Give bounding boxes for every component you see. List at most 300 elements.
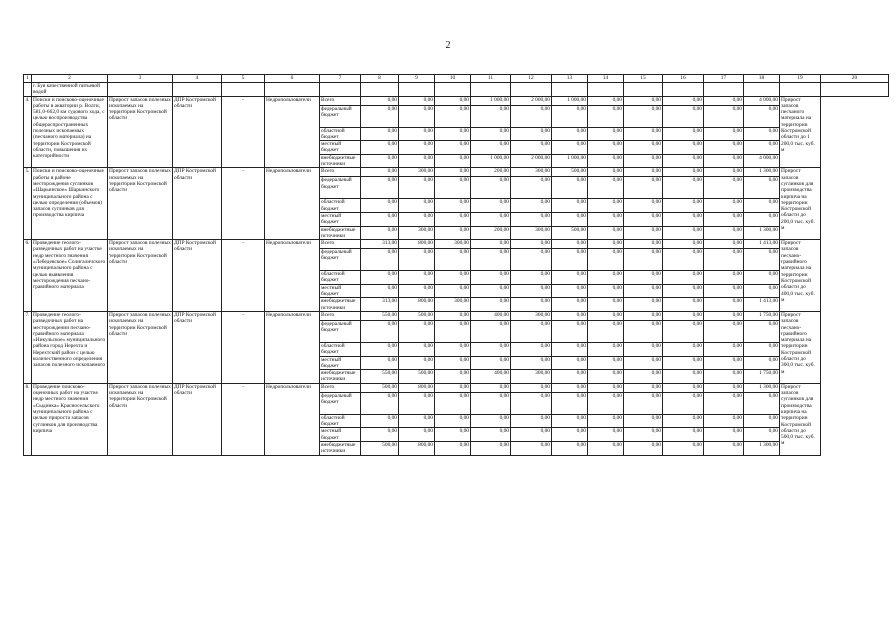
value-cell: 0,00 xyxy=(704,441,744,455)
value-cell: 0,00 xyxy=(663,441,704,455)
value-cell: 0,00 xyxy=(511,392,552,414)
value-cell: 0,00 xyxy=(471,271,511,285)
value-cell: 0,00 xyxy=(624,240,663,249)
value-cell: 0,00 xyxy=(663,154,704,168)
value-cell: 0,00 xyxy=(361,342,399,356)
value-cell: 0,00 xyxy=(511,342,552,356)
value-cell: 0,00 xyxy=(471,105,511,127)
continuation-text: г. Буя качественной питьевой водой xyxy=(32,83,108,97)
value-cell: 0,00 xyxy=(511,212,552,226)
value-cell: 400,00 xyxy=(471,370,511,384)
funding-source-label: внебюджетные источники xyxy=(320,226,361,240)
total-cell: 1 750,00 xyxy=(744,311,780,320)
total-cell: 1 300,00 xyxy=(744,383,780,392)
value-cell: 0,00 xyxy=(588,284,624,298)
value-cell: 800,00 xyxy=(399,441,435,455)
value-cell: 0,00 xyxy=(704,320,744,342)
continuation-row xyxy=(24,83,889,97)
value-cell: 0,00 xyxy=(663,370,704,384)
value-cell: 0,00 xyxy=(588,212,624,226)
value-cell: 0,00 xyxy=(624,212,663,226)
value-cell: 800,00 xyxy=(399,298,435,312)
row-effect: Прирост запасов песчаного материала на территории Костромской области до 1 200,0 тыс. куб. м xyxy=(780,96,821,168)
value-cell: 0,00 xyxy=(588,249,624,271)
value-cell: 0,00 xyxy=(624,271,663,285)
value-cell: 0,00 xyxy=(552,441,588,455)
total-cell: 4 000,00 xyxy=(744,96,780,105)
value-cell: 400,00 xyxy=(471,311,511,320)
value-cell: 0,00 xyxy=(435,284,471,298)
row-description: Поиски и поисково-оценочные работы в акватории р. Волги, 581,0-662,0 км судового хода, с целью воспроизводства общераспространенных полезных ископаемых (песчаного материала) на территории Костромской области, повышения их категорийности xyxy=(32,96,108,168)
value-cell: 0,00 xyxy=(361,177,399,199)
total-cell: 0,00 xyxy=(744,392,780,414)
value-cell: 300,00 xyxy=(399,168,435,177)
value-cell: 0,00 xyxy=(471,249,511,271)
total-cell: 1 300,00 xyxy=(744,168,780,177)
value-cell: 0,00 xyxy=(471,177,511,199)
value-cell: 0,00 xyxy=(624,284,663,298)
funding-source-label: областной бюджет xyxy=(320,199,361,213)
value-cell: 0,00 xyxy=(552,298,588,312)
value-cell: 0,00 xyxy=(704,356,744,370)
value-cell: 300,00 xyxy=(399,226,435,240)
value-cell: 0,00 xyxy=(704,428,744,442)
value-cell: 550,00 xyxy=(361,370,399,384)
value-cell: 0,00 xyxy=(435,168,471,177)
value-cell: 0,00 xyxy=(361,428,399,442)
value-cell: 0,00 xyxy=(624,226,663,240)
total-cell: 0,00 xyxy=(744,271,780,285)
value-cell: 0,00 xyxy=(552,342,588,356)
value-cell: 300,00 xyxy=(511,168,552,177)
value-cell: 0,00 xyxy=(552,199,588,213)
value-cell: 0,00 xyxy=(588,320,624,342)
value-cell: 0,00 xyxy=(361,168,399,177)
header-cell: 4 xyxy=(173,75,222,83)
funding-source-label: федеральный бюджет xyxy=(320,320,361,342)
value-cell: 0,00 xyxy=(361,392,399,414)
value-cell: 0,00 xyxy=(663,320,704,342)
value-cell: 0,00 xyxy=(624,414,663,428)
funding-source-label: Всего xyxy=(320,311,361,320)
value-cell: 0,00 xyxy=(624,383,663,392)
table-row xyxy=(24,96,889,105)
value-cell: 0,00 xyxy=(471,240,511,249)
value-cell: 0,00 xyxy=(511,356,552,370)
value-cell: 0,00 xyxy=(704,271,744,285)
value-cell: 0,00 xyxy=(663,226,704,240)
value-cell: 0,00 xyxy=(663,177,704,199)
value-cell: 500,00 xyxy=(552,226,588,240)
value-cell: 0,00 xyxy=(624,127,663,141)
total-cell: 0,00 xyxy=(744,356,780,370)
value-cell: 0,00 xyxy=(361,105,399,127)
value-cell: 0,00 xyxy=(511,240,552,249)
value-cell: 0,00 xyxy=(471,383,511,392)
value-cell: 0,00 xyxy=(588,356,624,370)
value-cell: 0,00 xyxy=(361,154,399,168)
total-cell: 0,00 xyxy=(744,428,780,442)
value-cell: 800,00 xyxy=(399,383,435,392)
row-effect: Прирост запасов песчано-гравийного материала на территории Костромской области до 400,0 тыс. куб. м xyxy=(780,240,821,312)
row-effect: Прирост запасов песчано-гравийного материала на территории Костромской области до 300,0 тыс. куб. м xyxy=(780,311,821,383)
value-cell: 0,00 xyxy=(663,428,704,442)
value-cell: 0,00 xyxy=(588,127,624,141)
value-cell: 0,00 xyxy=(399,96,435,105)
value-cell: 0,00 xyxy=(552,284,588,298)
row-responsible: ДПР Костромской области xyxy=(173,240,222,312)
value-cell: 0,00 xyxy=(361,356,399,370)
value-cell: 0,00 xyxy=(361,96,399,105)
value-cell: 0,00 xyxy=(552,370,588,384)
total-cell: 4 000,00 xyxy=(744,154,780,168)
total-cell: 0,00 xyxy=(744,177,780,199)
header-cell: 16 xyxy=(663,75,704,83)
row-responsible: ДПР Костромской области xyxy=(173,96,222,168)
row-description: Проведение поисково-оценочных работ на участке недр местного значения «Сыдинка» Красносельского муниципального района с целью прироста запасов суглинков для производства кирпича xyxy=(32,383,108,455)
row-description: Проведение геолого-разведочных работ на месторождении песчано-гравийного материала «Никульское» муниципального района город Нерехта и Нерехтский район с целью количественного определения запасов полезного ископаемого xyxy=(32,311,108,383)
value-cell: 0,00 xyxy=(399,320,435,342)
value-cell: 0,00 xyxy=(435,311,471,320)
value-cell: 0,00 xyxy=(704,342,744,356)
value-cell: 0,00 xyxy=(435,441,471,455)
total-cell: 0,00 xyxy=(744,414,780,428)
value-cell: 0,00 xyxy=(624,96,663,105)
value-cell: 300,00 xyxy=(435,298,471,312)
value-cell: 0,00 xyxy=(663,96,704,105)
total-cell: 1 300,00 xyxy=(744,441,780,455)
value-cell: 0,00 xyxy=(624,105,663,127)
funding-source-label: Всего xyxy=(320,240,361,249)
value-cell: 0,00 xyxy=(399,284,435,298)
value-cell: 300,00 xyxy=(435,240,471,249)
value-cell: 0,00 xyxy=(435,383,471,392)
header-cell: 9 xyxy=(399,75,435,83)
row-number: 5. xyxy=(24,168,32,240)
value-cell: 0,00 xyxy=(663,127,704,141)
header-cell: 18 xyxy=(744,75,780,83)
funding-source-label: местный бюджет xyxy=(320,212,361,226)
value-cell: 0,00 xyxy=(663,212,704,226)
page-number: 2 xyxy=(445,40,451,51)
value-cell: 0,00 xyxy=(588,154,624,168)
value-cell: 300,00 xyxy=(511,370,552,384)
value-cell: 0,00 xyxy=(471,320,511,342)
header-cell: 12 xyxy=(511,75,552,83)
value-cell: 0,00 xyxy=(588,298,624,312)
row-user: Недропользователи xyxy=(265,96,320,168)
value-cell: 1 000,00 xyxy=(471,96,511,105)
row-effect: Прирост запасов суглинков для производства кирпича на территории Костромской области до 200,0 тыс. куб. м xyxy=(780,168,821,240)
value-cell: 500,00 xyxy=(399,311,435,320)
value-cell: 0,00 xyxy=(624,392,663,414)
value-cell: 0,00 xyxy=(435,212,471,226)
value-cell: 0,00 xyxy=(399,199,435,213)
value-cell: 300,00 xyxy=(511,226,552,240)
row-number: 7. xyxy=(24,311,32,383)
value-cell: 0,00 xyxy=(399,392,435,414)
value-cell: 0,00 xyxy=(624,428,663,442)
row-user: Недропользователи xyxy=(265,168,320,240)
value-cell: 300,00 xyxy=(511,311,552,320)
value-cell: 0,00 xyxy=(624,249,663,271)
total-cell: 0,00 xyxy=(744,249,780,271)
value-cell: 200,00 xyxy=(471,168,511,177)
value-cell: 200,00 xyxy=(471,226,511,240)
value-cell: 0,00 xyxy=(663,271,704,285)
value-cell: 0,00 xyxy=(435,342,471,356)
value-cell: 0,00 xyxy=(361,226,399,240)
value-cell: 2 000,00 xyxy=(511,154,552,168)
value-cell: 0,00 xyxy=(399,177,435,199)
row-number: 6. xyxy=(24,240,32,312)
value-cell: 0,00 xyxy=(588,311,624,320)
funding-source-label: областной бюджет xyxy=(320,271,361,285)
funding-source-label: внебюджетные источники xyxy=(320,370,361,384)
value-cell: 0,00 xyxy=(471,414,511,428)
value-cell: 0,00 xyxy=(361,199,399,213)
value-cell: 0,00 xyxy=(588,96,624,105)
funding-source-label: областной бюджет xyxy=(320,127,361,141)
value-cell: 0,00 xyxy=(588,370,624,384)
value-cell: 0,00 xyxy=(624,356,663,370)
value-cell: 1 000,00 xyxy=(552,154,588,168)
value-cell: 0,00 xyxy=(588,441,624,455)
value-cell: 0,00 xyxy=(663,342,704,356)
value-cell: 0,00 xyxy=(471,356,511,370)
value-cell: 0,00 xyxy=(663,105,704,127)
value-cell: 0,00 xyxy=(704,298,744,312)
value-cell: 0,00 xyxy=(399,428,435,442)
value-cell: 0,00 xyxy=(435,127,471,141)
value-cell: 0,00 xyxy=(361,212,399,226)
total-cell: 1 413,00 xyxy=(744,298,780,312)
value-cell: 0,00 xyxy=(552,320,588,342)
value-cell: 0,00 xyxy=(435,154,471,168)
value-cell: 0,00 xyxy=(552,141,588,155)
value-cell: 500,00 xyxy=(361,383,399,392)
funding-source-label: местный бюджет xyxy=(320,284,361,298)
header-cell: 19 xyxy=(780,75,821,83)
value-cell: 0,00 xyxy=(663,240,704,249)
value-cell: 0,00 xyxy=(511,249,552,271)
header-cell: 20 xyxy=(821,75,889,83)
value-cell: 0,00 xyxy=(704,392,744,414)
value-cell: 0,00 xyxy=(511,428,552,442)
table-body xyxy=(24,75,889,456)
value-cell: 0,00 xyxy=(511,298,552,312)
value-cell: 0,00 xyxy=(471,199,511,213)
value-cell: 0,00 xyxy=(361,414,399,428)
value-cell: 0,00 xyxy=(435,414,471,428)
value-cell: 0,00 xyxy=(435,226,471,240)
row-responsible: ДПР Костромской области xyxy=(173,311,222,383)
value-cell: 313,00 xyxy=(361,298,399,312)
value-cell: 0,00 xyxy=(704,311,744,320)
total-cell: 0,00 xyxy=(744,212,780,226)
total-cell: 0,00 xyxy=(744,320,780,342)
header-cell: 14 xyxy=(588,75,624,83)
value-cell: 0,00 xyxy=(435,356,471,370)
value-cell: 0,00 xyxy=(399,356,435,370)
funding-source-label: местный бюджет xyxy=(320,356,361,370)
value-cell: 0,00 xyxy=(704,177,744,199)
value-cell: 0,00 xyxy=(624,168,663,177)
value-cell: 0,00 xyxy=(704,226,744,240)
value-cell: 0,00 xyxy=(361,320,399,342)
value-cell: 0,00 xyxy=(471,342,511,356)
funding-source-label: Всего xyxy=(320,168,361,177)
header-cell: 15 xyxy=(624,75,663,83)
value-cell: 0,00 xyxy=(435,392,471,414)
value-cell: 0,00 xyxy=(704,96,744,105)
row-col5: - xyxy=(222,96,265,168)
value-cell: 0,00 xyxy=(435,320,471,342)
value-cell: 500,00 xyxy=(361,441,399,455)
value-cell: 0,00 xyxy=(511,414,552,428)
value-cell: 0,00 xyxy=(624,141,663,155)
value-cell: 0,00 xyxy=(624,298,663,312)
funding-source-label: федеральный бюджет xyxy=(320,105,361,127)
value-cell: 0,00 xyxy=(704,284,744,298)
value-cell: 0,00 xyxy=(552,392,588,414)
header-cell: 13 xyxy=(552,75,588,83)
program-table xyxy=(23,74,889,456)
value-cell: 0,00 xyxy=(704,199,744,213)
value-cell: 0,00 xyxy=(663,141,704,155)
value-cell: 0,00 xyxy=(624,441,663,455)
value-cell: 0,00 xyxy=(471,298,511,312)
value-cell: 1 000,00 xyxy=(471,154,511,168)
row-number: 4. xyxy=(24,96,32,168)
header-cell: 8 xyxy=(361,75,399,83)
value-cell: 550,00 xyxy=(361,311,399,320)
row-col5: - xyxy=(222,240,265,312)
value-cell: 0,00 xyxy=(552,311,588,320)
row-col5: - xyxy=(222,383,265,455)
value-cell: 0,00 xyxy=(588,199,624,213)
value-cell: 0,00 xyxy=(399,141,435,155)
value-cell: 0,00 xyxy=(704,168,744,177)
value-cell: 0,00 xyxy=(435,96,471,105)
table-row xyxy=(24,311,889,320)
value-cell: 0,00 xyxy=(511,199,552,213)
value-cell: 0,00 xyxy=(663,284,704,298)
value-cell: 0,00 xyxy=(552,240,588,249)
value-cell: 0,00 xyxy=(588,414,624,428)
funding-source-label: федеральный бюджет xyxy=(320,249,361,271)
value-cell: 0,00 xyxy=(511,127,552,141)
value-cell: 0,00 xyxy=(588,342,624,356)
total-cell: 0,00 xyxy=(744,284,780,298)
table-row xyxy=(24,240,889,249)
funding-source-label: федеральный бюджет xyxy=(320,177,361,199)
value-cell: 0,00 xyxy=(552,271,588,285)
row-col5: - xyxy=(222,311,265,383)
value-cell: 0,00 xyxy=(399,105,435,127)
value-cell: 0,00 xyxy=(399,212,435,226)
total-cell: 1 413,00 xyxy=(744,240,780,249)
value-cell: 0,00 xyxy=(588,141,624,155)
value-cell: 0,00 xyxy=(552,177,588,199)
row-result: Прирост запасов полезных ископаемых на территории Костромской области xyxy=(108,168,173,240)
total-cell: 0,00 xyxy=(744,105,780,127)
value-cell: 0,00 xyxy=(552,414,588,428)
header-cell: 3 xyxy=(108,75,173,83)
funding-source-label: местный бюджет xyxy=(320,428,361,442)
value-cell: 0,00 xyxy=(704,141,744,155)
value-cell: 0,00 xyxy=(435,249,471,271)
row-col5: - xyxy=(222,168,265,240)
header-cell: 11 xyxy=(471,75,511,83)
value-cell: 0,00 xyxy=(399,249,435,271)
row-number: 8. xyxy=(24,383,32,455)
value-cell: 0,00 xyxy=(511,177,552,199)
header-row xyxy=(24,75,889,83)
value-cell: 0,00 xyxy=(704,212,744,226)
value-cell: 0,00 xyxy=(435,199,471,213)
value-cell: 0,00 xyxy=(471,441,511,455)
value-cell: 0,00 xyxy=(663,392,704,414)
total-cell: 1 300,00 xyxy=(744,226,780,240)
value-cell: 0,00 xyxy=(361,127,399,141)
value-cell: 0,00 xyxy=(435,141,471,155)
value-cell: 0,00 xyxy=(471,284,511,298)
value-cell: 0,00 xyxy=(663,199,704,213)
value-cell: 0,00 xyxy=(552,212,588,226)
table-row xyxy=(24,383,889,392)
value-cell: 0,00 xyxy=(471,212,511,226)
row-result: Прирост запасов полезных ископаемых на территории Костромской области xyxy=(108,96,173,168)
value-cell: 0,00 xyxy=(663,311,704,320)
value-cell: 0,00 xyxy=(624,154,663,168)
value-cell: 0,00 xyxy=(361,141,399,155)
funding-source-label: внебюджетные источники xyxy=(320,154,361,168)
value-cell: 0,00 xyxy=(663,383,704,392)
value-cell: 0,00 xyxy=(399,127,435,141)
row-description: Проведение геолого-разведочных работ на участке недр местного значения «Лебедевское» Солигаличского муниципального района с целью выявления месторождения песчано-гравийного материала xyxy=(32,240,108,312)
value-cell: 0,00 xyxy=(624,311,663,320)
value-cell: 0,00 xyxy=(704,249,744,271)
value-cell: 0,00 xyxy=(511,320,552,342)
value-cell: 0,00 xyxy=(588,177,624,199)
value-cell: 0,00 xyxy=(471,127,511,141)
value-cell: 0,00 xyxy=(704,240,744,249)
row-result: Прирост запасов полезных ископаемых на территории Костромской области xyxy=(108,383,173,455)
value-cell: 500,00 xyxy=(399,370,435,384)
value-cell: 0,00 xyxy=(588,168,624,177)
funding-source-label: внебюджетные источники xyxy=(320,298,361,312)
value-cell: 0,00 xyxy=(471,428,511,442)
total-cell: 0,00 xyxy=(744,127,780,141)
row-description: Поиски и поисково-оценочные работы в районе месторождения суглинков «Шарьинское» Шарьинского муниципального района с целью определения (объемов) запасов суглинков для производства кирпича xyxy=(32,168,108,240)
funding-source-label: местный бюджет xyxy=(320,141,361,155)
funding-source-label: внебюджетные источники xyxy=(320,441,361,455)
value-cell: 0,00 xyxy=(552,356,588,370)
value-cell: 0,00 xyxy=(552,383,588,392)
value-cell: 0,00 xyxy=(552,105,588,127)
value-cell: 0,00 xyxy=(704,383,744,392)
value-cell: 0,00 xyxy=(399,271,435,285)
value-cell: 0,00 xyxy=(704,154,744,168)
header-cell: 7 xyxy=(320,75,361,83)
value-cell: 0,00 xyxy=(361,271,399,285)
value-cell: 0,00 xyxy=(511,383,552,392)
row-result: Прирост запасов полезных ископаемых на территории Костромской области xyxy=(108,311,173,383)
value-cell: 0,00 xyxy=(663,356,704,370)
value-cell: 0,00 xyxy=(435,177,471,199)
value-cell: 0,00 xyxy=(361,284,399,298)
